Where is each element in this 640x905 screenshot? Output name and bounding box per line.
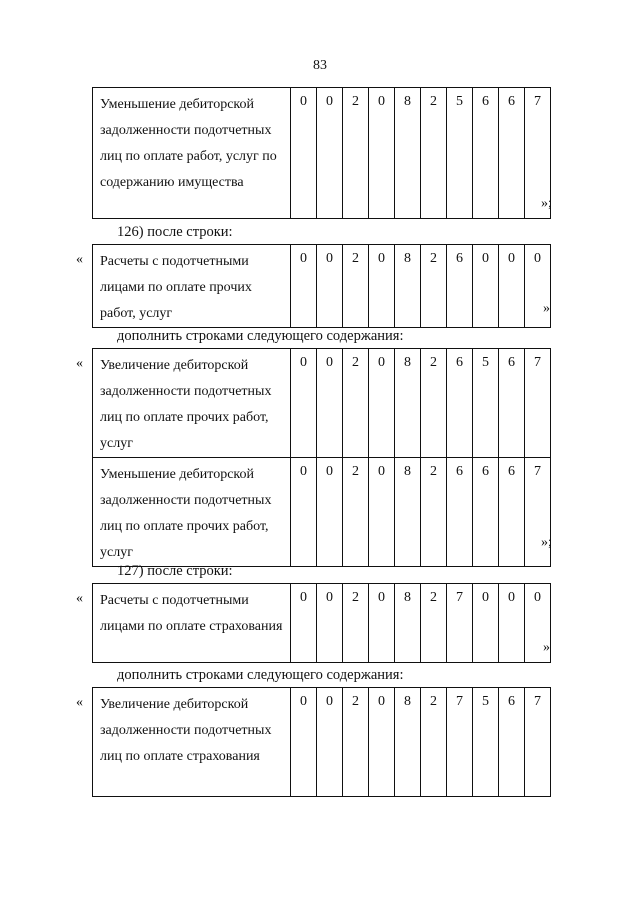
close-quote: » bbox=[543, 301, 550, 316]
section-heading: 126) после строки: bbox=[117, 224, 233, 240]
code-digit: 6 bbox=[447, 349, 473, 458]
code-digit: 2 bbox=[421, 88, 447, 219]
code-digit: 7 bbox=[525, 688, 551, 797]
code-digit: 0 bbox=[369, 688, 395, 797]
code-digit: 0 bbox=[525, 584, 551, 663]
code-digit: 0 bbox=[317, 688, 343, 797]
section-heading: дополнить строками следующего содержания: bbox=[117, 328, 404, 344]
code-digit: 6 bbox=[499, 88, 525, 219]
code-digit: 0 bbox=[499, 584, 525, 663]
code-digit: 0 bbox=[473, 245, 499, 328]
section-heading: дополнить строками следующего содержания: bbox=[117, 667, 404, 683]
row-label: Расчеты с подотчетными лицами по оплате страхования bbox=[93, 584, 291, 663]
code-digit: 0 bbox=[317, 88, 343, 219]
code-digit: 8 bbox=[395, 584, 421, 663]
open-quote: « bbox=[76, 695, 83, 710]
code-digit: 8 bbox=[395, 245, 421, 328]
code-digit: 0 bbox=[317, 458, 343, 567]
code-digit: 2 bbox=[421, 688, 447, 797]
table-row bbox=[93, 88, 551, 219]
code-digit: 5 bbox=[473, 349, 499, 458]
code-digit: 0 bbox=[291, 688, 317, 797]
code-digit: 0 bbox=[317, 245, 343, 328]
close-quote: »; bbox=[541, 196, 552, 211]
code-digit: 2 bbox=[343, 688, 369, 797]
code-digit: 0 bbox=[291, 349, 317, 458]
row-label: Увеличение дебиторской задолженности подотчетных лиц по оплате страхования bbox=[93, 688, 291, 797]
code-digit: 2 bbox=[343, 245, 369, 328]
code-table bbox=[92, 348, 551, 567]
table-row bbox=[93, 688, 551, 797]
code-digit: 2 bbox=[421, 245, 447, 328]
code-digit: 0 bbox=[369, 245, 395, 328]
code-digit: 5 bbox=[473, 688, 499, 797]
table-row bbox=[93, 584, 551, 663]
code-table bbox=[92, 244, 551, 328]
code-digit: 6 bbox=[447, 458, 473, 567]
section-heading: 127) после строки: bbox=[117, 563, 233, 579]
close-quote: » bbox=[543, 640, 550, 655]
table-row bbox=[93, 349, 551, 458]
code-digit: 7 bbox=[447, 688, 473, 797]
code-digit: 0 bbox=[291, 584, 317, 663]
row-label: Расчеты с подотчетными лицами по оплате прочих работ, услуг bbox=[93, 245, 291, 328]
code-digit: 6 bbox=[473, 458, 499, 567]
code-digit: 0 bbox=[499, 245, 525, 328]
code-digit: 7 bbox=[525, 88, 551, 219]
code-digit: 2 bbox=[421, 349, 447, 458]
code-digit: 0 bbox=[369, 458, 395, 567]
code-digit: 8 bbox=[395, 458, 421, 567]
row-label: Увеличение дебиторской задолженности подотчетных лиц по оплате прочих работ, услуг bbox=[93, 349, 291, 458]
code-digit: 0 bbox=[291, 245, 317, 328]
code-digit: 2 bbox=[421, 584, 447, 663]
code-digit: 2 bbox=[343, 584, 369, 663]
open-quote: « bbox=[76, 591, 83, 606]
table-row bbox=[93, 458, 551, 567]
code-digit: 6 bbox=[499, 458, 525, 567]
code-digit: 2 bbox=[343, 349, 369, 458]
code-digit: 7 bbox=[525, 349, 551, 458]
open-quote: « bbox=[76, 252, 83, 267]
table-row bbox=[93, 245, 551, 328]
code-digit: 0 bbox=[317, 349, 343, 458]
code-digit: 6 bbox=[499, 688, 525, 797]
code-digit: 7 bbox=[525, 458, 551, 567]
code-digit: 0 bbox=[369, 349, 395, 458]
code-digit: 2 bbox=[343, 458, 369, 567]
code-digit: 0 bbox=[291, 88, 317, 219]
code-table bbox=[92, 583, 551, 663]
code-digit: 0 bbox=[369, 584, 395, 663]
code-digit: 6 bbox=[499, 349, 525, 458]
code-digit: 8 bbox=[395, 688, 421, 797]
row-label: Уменьшение дебиторской задолженности подотчетных лиц по оплате работ, услуг по содержанию имущества bbox=[93, 88, 291, 219]
code-digit: 6 bbox=[447, 245, 473, 328]
code-digit: 0 bbox=[473, 584, 499, 663]
code-digit: 8 bbox=[395, 349, 421, 458]
close-quote: »; bbox=[541, 535, 552, 550]
code-digit: 7 bbox=[447, 584, 473, 663]
code-digit: 0 bbox=[291, 458, 317, 567]
code-digit: 2 bbox=[421, 458, 447, 567]
row-label: Уменьшение дебиторской задолженности подотчетных лиц по оплате прочих работ, услуг bbox=[93, 458, 291, 567]
code-digit: 0 bbox=[369, 88, 395, 219]
page-number: 83 bbox=[313, 58, 327, 73]
code-table bbox=[92, 687, 551, 797]
code-digit: 6 bbox=[473, 88, 499, 219]
code-digit: 8 bbox=[395, 88, 421, 219]
code-digit: 5 bbox=[447, 88, 473, 219]
code-digit: 0 bbox=[525, 245, 551, 328]
code-digit: 2 bbox=[343, 88, 369, 219]
code-digit: 0 bbox=[317, 584, 343, 663]
open-quote: « bbox=[76, 356, 83, 371]
code-table bbox=[92, 87, 551, 219]
